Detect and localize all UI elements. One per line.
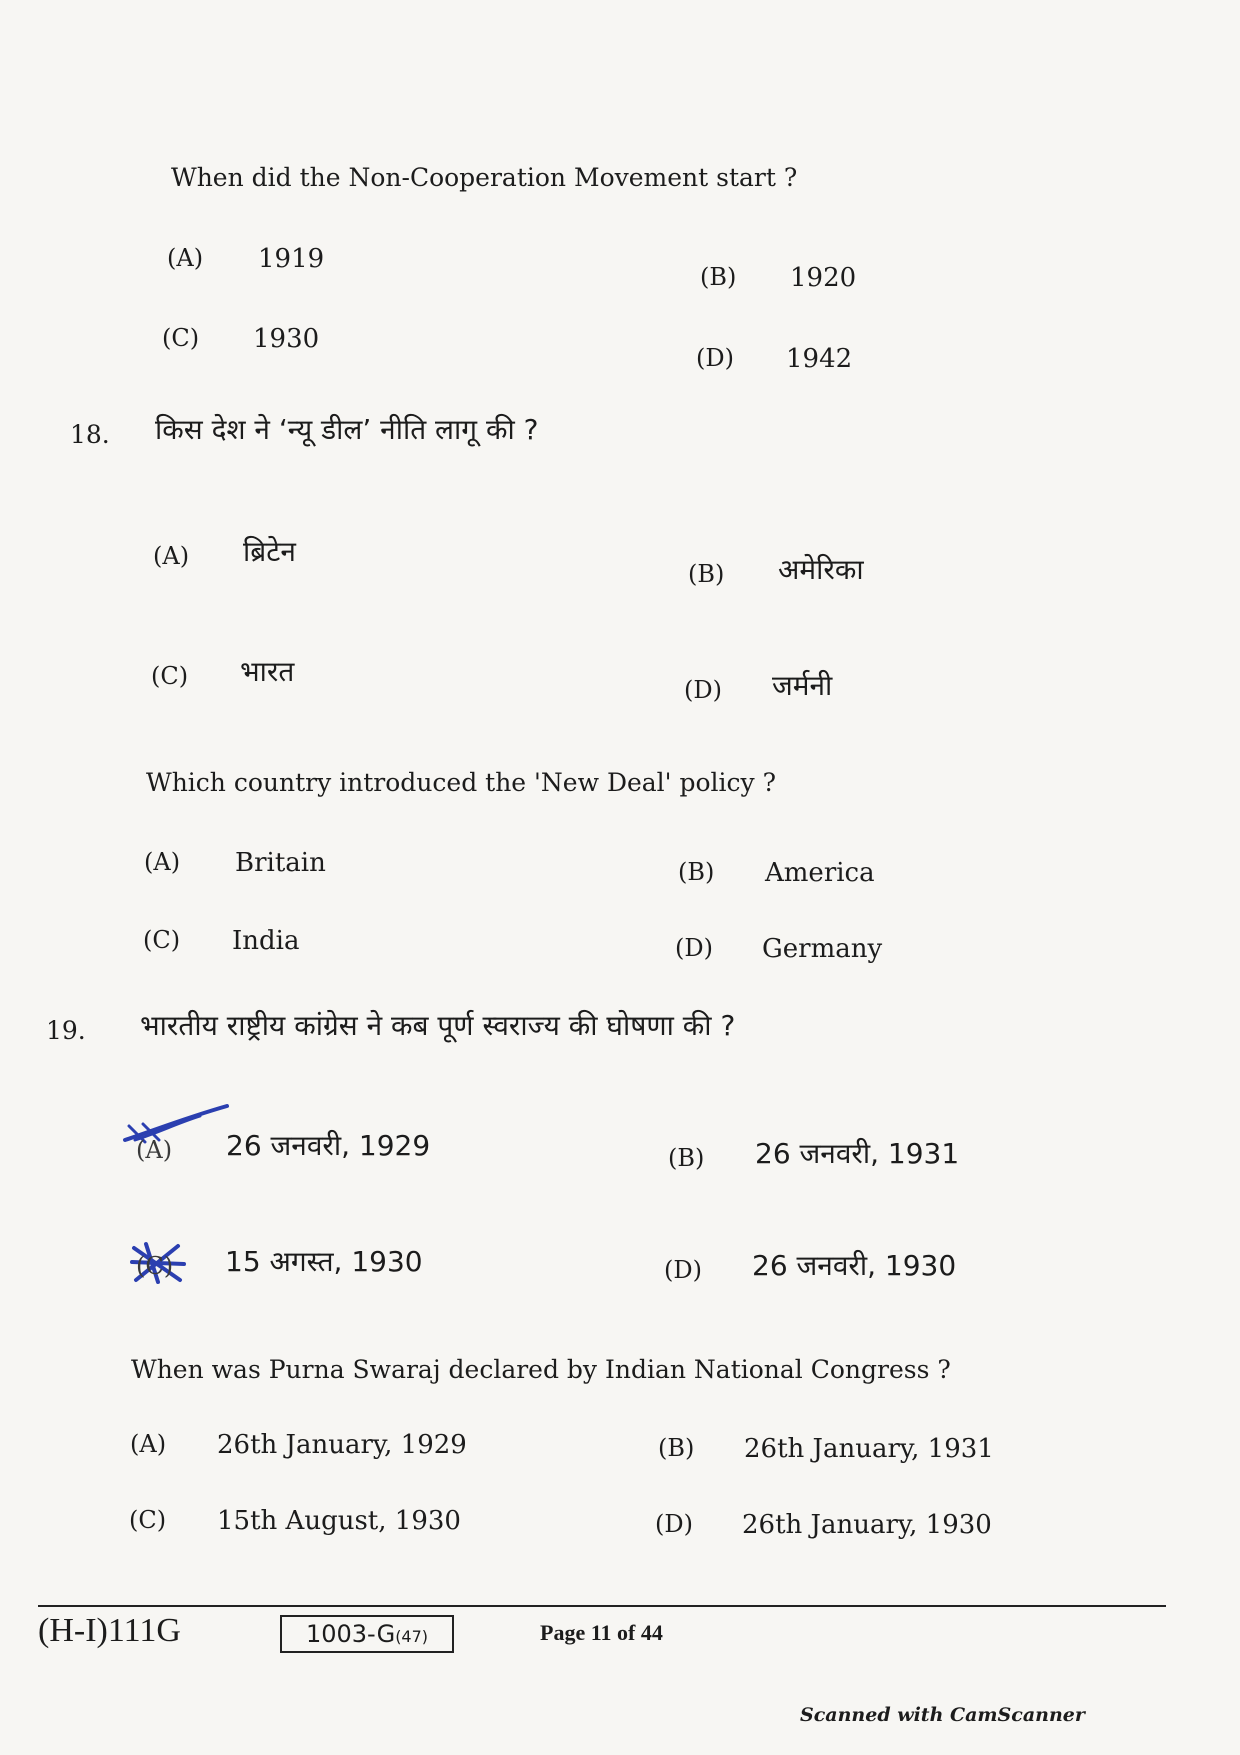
q19-hindi-option-d-label: (D) bbox=[664, 1256, 702, 1284]
footer-page-number: Page 11 of 44 bbox=[540, 1620, 663, 1645]
q17-option-c-text: 1930 bbox=[253, 324, 320, 354]
q18-hindi-option-d-text: जर्मनी bbox=[772, 669, 833, 702]
q19-english-option-a-text: 26th January, 1929 bbox=[217, 1430, 467, 1460]
q18-english-option-b-label: (B) bbox=[678, 858, 715, 886]
q17-option-d-text: 1942 bbox=[786, 344, 853, 374]
q19-hindi-option-d-text: 26 जनवरी, 1930 bbox=[752, 1249, 957, 1282]
q19-english-question: When was Purna Swaraj declared by Indian National Congress ? bbox=[131, 1355, 951, 1384]
footer-paper-code: (H-I)111G bbox=[38, 1612, 181, 1649]
q19-hindi-option-b-text: 26 जनवरी, 1931 bbox=[755, 1137, 960, 1170]
footer-rule bbox=[38, 1605, 1166, 1607]
q17-option-c-label: (C) bbox=[162, 324, 200, 352]
q18-hindi-option-b-label: (B) bbox=[688, 560, 725, 588]
q17-option-b-label: (B) bbox=[700, 263, 737, 291]
q18-english-option-d-label: (D) bbox=[675, 934, 713, 962]
q17-option-a-label: (A) bbox=[167, 244, 204, 272]
q17-english-question: When did the Non-Cooperation Movement start ? bbox=[171, 163, 798, 192]
q19-hindi-option-b-label: (B) bbox=[668, 1144, 705, 1172]
q19-hindi-option-a-label: (A) bbox=[136, 1136, 173, 1164]
q18-english-option-d-text: Germany bbox=[762, 934, 883, 964]
q18-english-question: Which country introduced the 'New Deal' policy ? bbox=[146, 768, 777, 797]
q19-english-option-b-text: 26th January, 1931 bbox=[744, 1434, 994, 1464]
q17-option-a-text: 1919 bbox=[258, 244, 325, 274]
q18-hindi-option-a-label: (A) bbox=[153, 542, 190, 570]
q18-hindi-option-d-label: (D) bbox=[684, 676, 722, 704]
footer-code-box bbox=[280, 1615, 454, 1653]
q18-english-option-c-label: (C) bbox=[143, 926, 181, 954]
q19-english-option-d-label: (D) bbox=[655, 1510, 693, 1538]
q19-hindi-option-a-text: 26 जनवरी, 1929 bbox=[226, 1129, 431, 1162]
q18-english-option-c-text: India bbox=[232, 926, 300, 956]
q19-english-option-c-text: 15th August, 1930 bbox=[217, 1506, 461, 1536]
ink-strike-mark-icon bbox=[115, 1102, 235, 1148]
q19-english-option-a-label: (A) bbox=[130, 1430, 167, 1458]
q18-hindi-option-c-label: (C) bbox=[151, 662, 189, 690]
q17-option-b-text: 1920 bbox=[790, 263, 857, 293]
q19-hindi-question: भारतीय राष्ट्रीय कांग्रेस ने कब पूर्ण स्वराज्य की घोषणा की ? bbox=[140, 1009, 736, 1042]
q18-hindi-option-a-text: ब्रिटेन bbox=[243, 535, 296, 568]
q19-english-option-b-label: (B) bbox=[658, 1434, 695, 1462]
q18-hindi-option-b-text: अमेरिका bbox=[778, 553, 864, 586]
footer-code-sub: (47) bbox=[395, 1626, 429, 1646]
q18-hindi-question: किस देश ने ‘न्यू डील’ नीति लागू की ? bbox=[155, 413, 539, 446]
q19-hindi-option-c-label: (C) bbox=[136, 1252, 174, 1280]
q18-english-option-a-label: (A) bbox=[144, 848, 181, 876]
q19-english-option-c-label: (C) bbox=[129, 1506, 167, 1534]
q19-hindi-option-c-text: 15 अगस्त, 1930 bbox=[225, 1245, 423, 1278]
q18-english-option-a-text: Britain bbox=[235, 848, 326, 878]
scanner-watermark: Scanned with CamScanner bbox=[800, 1704, 1085, 1726]
q18-english-option-b-text: America bbox=[765, 858, 875, 888]
q18-hindi-option-c-text: भारत bbox=[240, 655, 295, 688]
footer-code-main: 1003-G bbox=[305, 1620, 396, 1648]
q17-option-d-label: (D) bbox=[696, 344, 734, 372]
q19-number: 19. bbox=[46, 1016, 86, 1045]
q18-number: 18. bbox=[70, 420, 110, 449]
q19-english-option-d-text: 26th January, 1930 bbox=[742, 1510, 992, 1540]
